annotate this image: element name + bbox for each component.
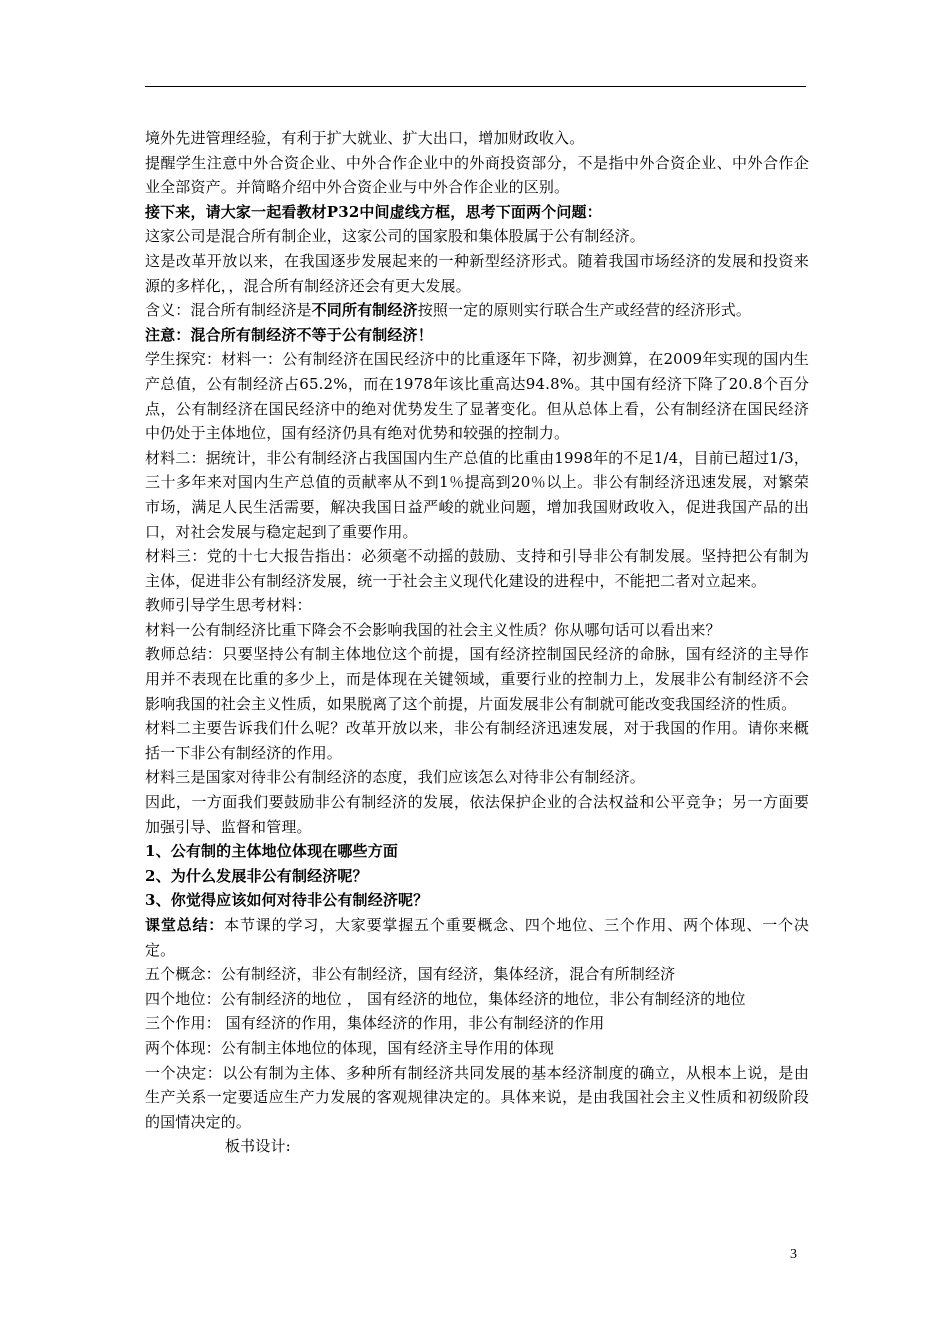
paragraph: [145, 1036, 809, 1061]
bold-text: 课堂总结：: [145, 916, 225, 934]
header-rule: [145, 86, 806, 87]
text-run: 提醒学生注意中外合资企业、中外合作企业中的外商投资部分，不是指中外合资企业、中外合作企业全部资产。并简略介绍中外合资企业与中外合作企业的区别。: [145, 153, 809, 197]
paragraph: [145, 642, 809, 716]
paragraph: [145, 987, 809, 1012]
paragraph: [145, 839, 809, 864]
paragraph: [145, 446, 809, 544]
bold-text: 接下来，请大家一起看教材P32中间虚线方框，思考下面两个问题：: [145, 202, 602, 221]
page-number: 3: [790, 1247, 797, 1262]
bold-text: 2、为什么发展非公有制经济呢？: [145, 866, 368, 885]
text-run: 教师引导学生思考材料：: [145, 596, 312, 615]
paragraph: [145, 151, 809, 200]
bold-text: 1、公有制的主体地位体现在哪些方面: [145, 842, 398, 861]
text-run: 材料二主要告诉我们什么呢？改革开放以来，非公有制经济迅速发展，对于我国的作用。请你来概括一下非公有制经济的作用。: [145, 719, 809, 762]
paragraph: [145, 298, 809, 323]
text-run: 一个决定：以公有制为主体、多种所有制经济共同发展的基本经济制度的确立，从根本上说，是由生产关系一定要适应生产力发展的客观规律决定的。具体来说，是由我国社会主义性质和初级阶段的国情决定的。: [145, 1063, 809, 1131]
text-run: 境外先进管理经验，有利于扩大就业、扩大出口，增加财政收入。: [145, 129, 585, 147]
text-run: 按照一定的原则实行联合生产或经营的经济形式。: [417, 301, 752, 320]
text-run: 教师总结：只要坚持公有制主体地位这个前提，国有经济控制国民经济的命脉，国有经济的主导作用并不表现在比重的多少上，而是体现在关键领域，重要行业的控制力上，发展非公有制经济不会影响我国的社会主义性质，如果脱离了这个前提，片面发展非公有制就可能改变我国经济的性质。: [145, 645, 809, 713]
paragraph: [145, 544, 809, 593]
paragraph: [145, 962, 809, 987]
text-run: 含义：混合所有制经济是: [145, 301, 312, 320]
text-run: 材料三是国家对待非公有制经济的态度，我们应该怎么对待非公有制经济。: [145, 768, 645, 787]
paragraph: [145, 864, 809, 889]
bold-text: 不同所有制经济: [311, 301, 418, 320]
paragraph: [145, 1011, 809, 1036]
paragraph: [145, 323, 809, 348]
text-run: 学生探究：材料一：公有制经济在国民经济中的比重逐年下降，初步测算，在2009年实现的国内生产总值，公有制经济占65.2%，而在1978年该比重高达94.8%。其中国有经济下降了20.8个百分点，公有制经济在国民经济中的绝对优势发生了显著变化。但从总体上看，公有制经济在国民经济中仍处于主体地位，国有经济仍具有绝对优势和较强的控制力。: [145, 350, 809, 443]
paragraph: [145, 1061, 809, 1135]
paragraph: [145, 224, 809, 249]
text-run: 材料一公有制经济比重下降会不会影响我国的社会主义性质？你从哪句话可以看出来？: [145, 620, 721, 639]
text-run: 这是改革开放以来，在我国逐步发展起来的一种新型经济形式。随着我国市场经济的发展和投资来源的多样化，，混合所有制经济还会有更大发展。: [145, 251, 809, 295]
text-run: 四个地位：公有制经济的地位 ， 国有经济的地位，集体经济的地位，非公有制经济的地位: [145, 989, 746, 1008]
text-run: 本节课的学习，大家要掌握五个重要概念、四个地位、三个作用、两个体现、一个决定。: [145, 916, 809, 959]
text-run: 五个概念：公有制经济，非公有制经济，国有经济，集体经济，混合有所制经济: [145, 965, 676, 984]
text-run: 两个体现：公有制主体地位的体现，国有经济主导作用的体现: [145, 1038, 555, 1057]
text-run: 材料二：据统计，非公有制经济占我国国内生产总值的比重由1998年的不足1/4，目前已超过1/3，三十多年来对国内生产总值的贡献率从不到1％提高到20％以上。非公有制经济迅速发展，对繁荣市场，满足人民生活需要，解决我国日益严峻的就业问题，增加我国财政收入，促进我国产品的出口，对社会发展与稳定起到了重要作用。: [145, 448, 809, 541]
paragraph: [145, 716, 809, 765]
text-run: 这家公司是混合所有制企业，这家公司的国家股和集体股属于公有制经济。: [145, 227, 645, 246]
paragraph: [145, 618, 809, 643]
paragraph: [145, 1134, 809, 1159]
text-run: 材料三：党的十七大报告指出：必须毫不动摇的鼓励、支持和引导非公有制发展。坚持把公有制为主体，促进非公有制经济发展，统一于社会主义现代化建设的进程中，不能把二者对立起来。: [145, 547, 809, 590]
text-run: 因此，一方面我们要鼓励非公有制经济的发展，依法保护企业的合法权益和公平竞争；另一方面要加强引导、监督和管理。: [145, 793, 809, 836]
paragraph: [145, 790, 809, 839]
paragraph: [145, 126, 809, 151]
paragraph: [145, 249, 809, 298]
bold-text: 注意：混合所有制经济不等于公有制经济！: [145, 325, 433, 344]
text-run: 三个作用： 国有经济的作用，集体经济的作用，非公有制经济的作用: [145, 1014, 605, 1033]
text-run: 板书设计:: [225, 1137, 291, 1156]
paragraph: [145, 765, 809, 790]
paragraph: [145, 593, 809, 618]
bold-text: 3、你觉得应该如何对待非公有制经济呢？: [145, 891, 429, 910]
paragraph: [145, 200, 809, 225]
document-body: [145, 126, 809, 1159]
paragraph: [145, 888, 809, 913]
paragraph: [145, 913, 809, 962]
paragraph: [145, 347, 809, 445]
